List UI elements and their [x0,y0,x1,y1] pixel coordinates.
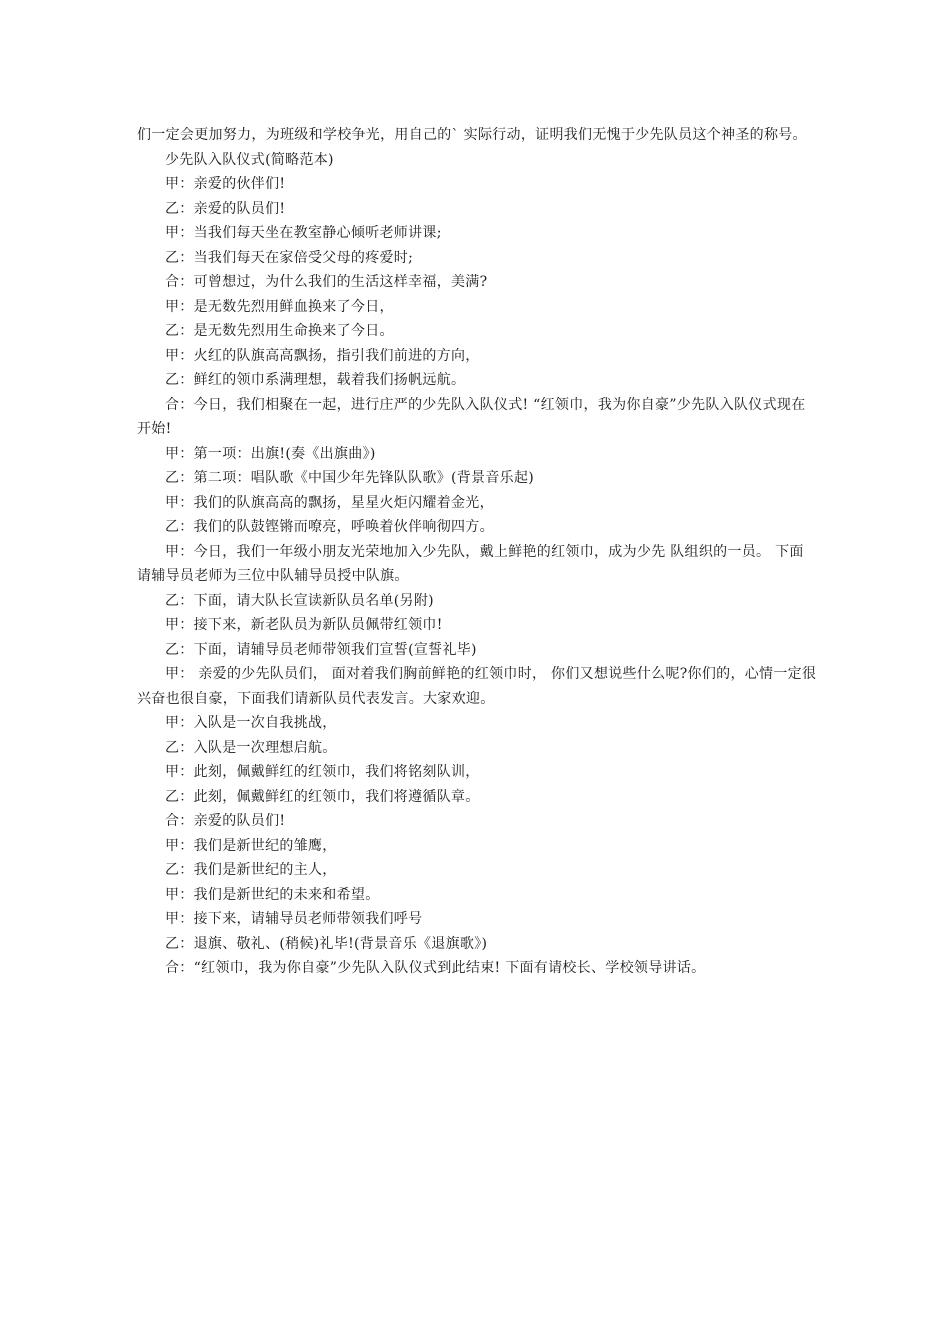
paragraph: 乙：第二项：唱队歌《中国少年先锋队队歌》(背景音乐起) [165,470,535,486]
paragraph: 甲：是无数先烈用鲜血换来了今日， [165,298,394,315]
paragraph: 甲：当我们每天坐在教室静心倾听老师讲课; [165,225,442,241]
paragraph: 乙：鲜红的领巾系满理想，载着我们扬帆远航。 [165,372,466,388]
document-body [137,123,817,981]
paragraph: 甲：接下来，新老队员为新队员佩带红领巾! [165,617,443,633]
paragraph: 乙：亲爱的队员们! [165,200,286,217]
paragraph: 乙：我们是新世纪的主人， [165,862,337,878]
paragraph: 乙：当我们每天在家倍受父母的疼爱时; [165,249,414,266]
paragraph: 乙：我们的队鼓铿锵而嘹亮，呼唤着伙伴响彻四方。 [165,519,494,535]
paragraph: 乙：是无数先烈用生命换来了今日。 [165,323,394,339]
paragraph: 甲：亲爱的伙伴们! [165,176,286,192]
paragraph: 合：今日，我们相聚在一起，进行庄严的少先队入队仪式! “红领巾，我为你自豪”少先队入队仪式现在开始! [137,396,806,437]
paragraph: 甲：入队是一次自我挑战， [165,715,337,731]
paragraph: 合：“红领巾，我为你自豪”少先队入队仪式到此结束! 下面有请校长、学校领导讲话。 [165,960,706,976]
paragraph: 乙：下面，请辅导员老师带领我们宣誓(宣誓礼毕) [165,641,477,658]
paragraph: 甲：火红的队旗高高飘扬，指引我们前进的方向， [165,347,480,364]
paragraph: 甲：第一项：出旗!(奏《出旗曲》) [165,445,376,462]
paragraph: 甲：此刻，佩戴鲜红的红领巾，我们将铭刻队训， [165,764,480,780]
paragraph: 乙：此刻，佩戴鲜红的红领巾，我们将遵循队章。 [165,788,480,805]
paragraph: 甲：今日，我们一年级小朋友光荣地加入少先队，戴上鲜艳的红领巾，成为少先 队组织的一员。 下面请辅导员老师为三位中队辅导员授中队旗。 [137,543,804,584]
paragraph: 乙：下面，请大队长宣读新队员名单(另附) [165,592,434,609]
paragraph: 甲：我们是新世纪的未来和希望。 [165,886,380,903]
paragraph: 甲：接下来，请辅导员老师带领我们呼号 [165,911,423,927]
paragraph: 们一定会更加努力，为班级和学校争光，用自己的` 实际行动，证明我们无愧于少先队员这个神圣的称号。 [137,127,807,143]
paragraph: 乙：退旗、敬礼、(稍候)礼毕!(背景音乐《退旗歌》) [165,935,488,952]
paragraph: 合：亲爱的队员们! [165,813,286,829]
paragraph: 甲：我们是新世纪的雏鹰， [165,837,337,854]
paragraph: 乙：入队是一次理想启航。 [165,739,337,756]
paragraph: 合：可曾想过，为什么我们的生活这样幸福，美满? [165,274,488,290]
paragraph: 甲： 亲爱的少先队员们， 面对着我们胸前鲜艳的红领巾时， 你们又想说些什么呢?你们的，心情一定很兴奋也很自豪，下面我们请新队员代表发言。大家欢迎。 [137,666,817,707]
paragraph: 甲：我们的队旗高高的飘扬，星星火炬闪耀着金光， [165,494,494,511]
paragraph: 少先队入队仪式(简略范本) [165,151,334,168]
